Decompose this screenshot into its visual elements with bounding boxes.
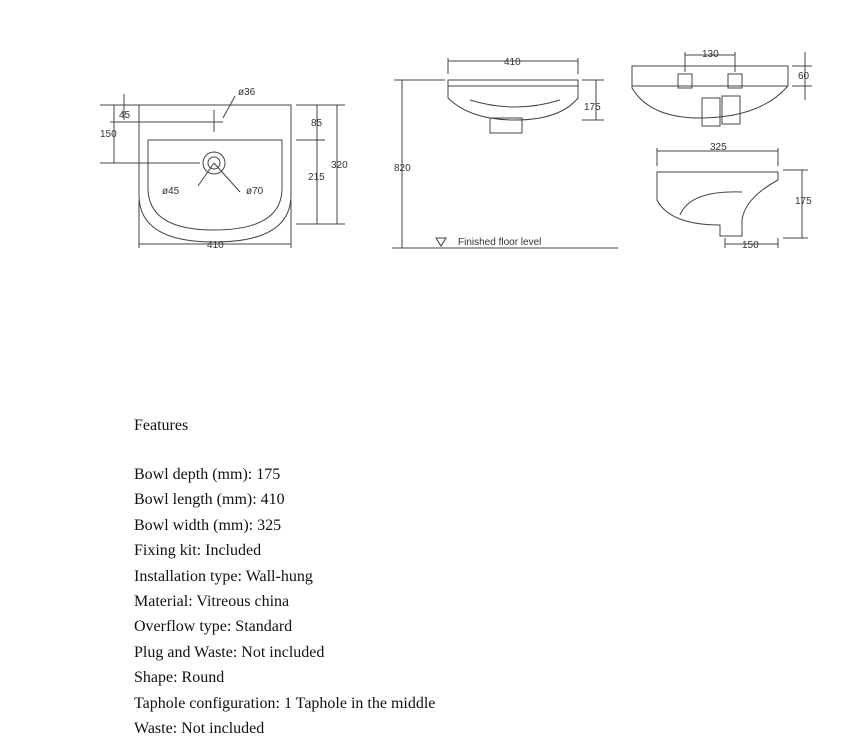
technical-drawing: [0, 0, 845, 270]
dim-tap-offset: 45: [119, 110, 131, 121]
dim-side-bowl-depth: 175: [795, 196, 812, 207]
bowl-outline: [148, 140, 282, 230]
features-list: [134, 462, 435, 741]
dim-rim-height: 60: [798, 71, 810, 82]
dim-overall-depth: 320: [331, 160, 348, 171]
feature-bowl-length: Bowl length (mm): 410: [134, 491, 285, 509]
dim-bowl-rear-depth: 215: [308, 172, 325, 183]
dim-projection: 325: [710, 142, 727, 153]
feature-bowl-width: Bowl width (mm): 325: [134, 516, 282, 534]
side-top-outline: [632, 66, 788, 118]
dim-overflow-hole: ø70: [246, 186, 264, 197]
feature-material: Material: Vitreous china: [134, 593, 290, 611]
feature-overflow-type: Overflow type: Standard: [134, 618, 293, 636]
feature-shape: Shape: Round: [134, 669, 225, 687]
feature-taphole-configuration: Taphole configuration: 1 Taphole in the middle: [134, 694, 436, 712]
side-elevation-top: [632, 52, 812, 126]
dim-tap-spacing: 130: [702, 49, 719, 60]
dim-installation-height: 820: [394, 163, 411, 174]
side-bottom-outline: [657, 172, 778, 236]
dim-waste-hole: ø45: [162, 186, 180, 197]
dim-front-width: 410: [504, 57, 521, 68]
feature-fixing-kit: Fixing kit: Included: [134, 542, 262, 560]
floor-label: Finished floor level: [458, 237, 542, 248]
features-heading: Features: [134, 417, 189, 434]
dim-tap-hole: ø36: [238, 87, 256, 98]
floor-symbol: [436, 238, 446, 246]
dim-front-bowl-depth: 175: [584, 102, 601, 113]
feature-waste: Waste: Not included: [134, 720, 265, 738]
dim-bowl-front-depth: 85: [311, 118, 323, 129]
feature-plug-and-waste: Plug and Waste: Not included: [134, 643, 325, 661]
front-elevation: [392, 58, 618, 248]
feature-bowl-depth: Bowl depth (mm): 175: [134, 466, 281, 483]
features-section: [134, 415, 435, 741]
dim-tap-to-waste: 150: [100, 129, 117, 140]
dim-plan-width: 410: [207, 240, 224, 251]
dim-waste-width: 150: [742, 240, 759, 251]
feature-installation-type: Installation type: Wall-hung: [134, 567, 313, 585]
plan-view: [100, 94, 345, 248]
side-elevation-bottom: [657, 148, 808, 248]
